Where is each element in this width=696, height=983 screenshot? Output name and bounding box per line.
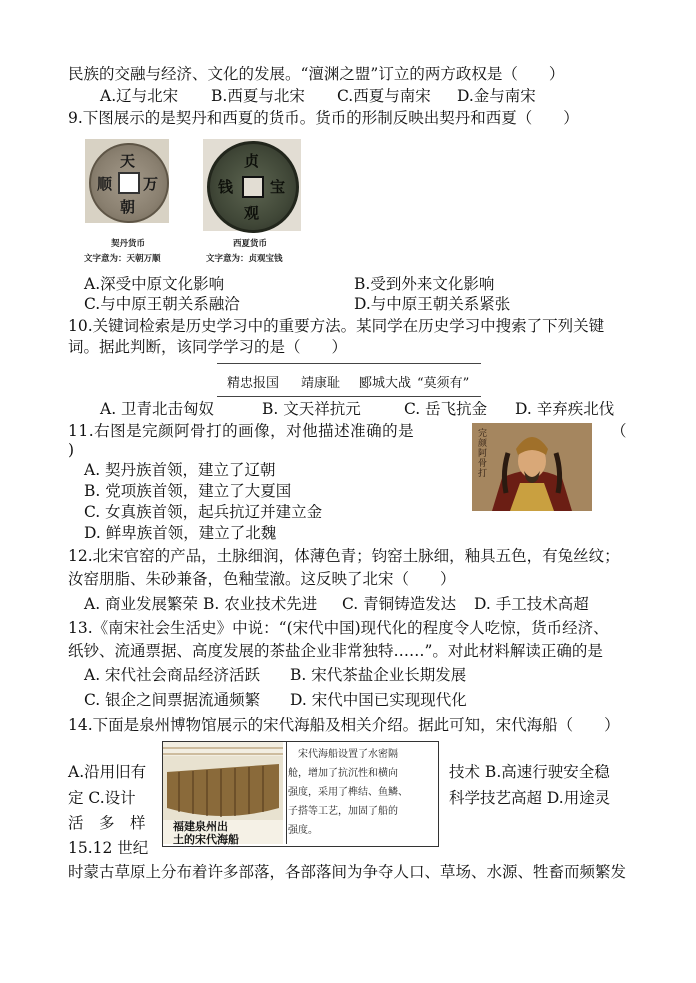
q12-option-d: D. 手工技术高超 (474, 595, 589, 613)
q9-option-b: B.受到外来文化影响 (354, 275, 495, 293)
wanyan-aguda-portrait (472, 423, 592, 511)
xixia-coin-caption: 西夏货币 (233, 239, 268, 249)
q11-paren-close: ) (68, 441, 75, 459)
xixia-coin-meaning: 文字意为：贞观宝钱 (206, 254, 283, 264)
ship-image-caption-line1: 福建泉州出 (173, 820, 228, 833)
q14-left-line1: A.沿用旧有 (68, 763, 147, 781)
khitan-coin-image (85, 139, 169, 223)
xixia-coin-char-right: 宝 (270, 178, 286, 196)
khitan-coin-char-left: 顺 (97, 175, 113, 193)
q11-option-c: C. 女真族首领，起兵抗辽并建立金 (84, 503, 323, 521)
khitan-coin-char-bottom: 朝 (120, 198, 136, 216)
xixia-coin-char-top: 贞 (244, 152, 260, 170)
q8-option-a: A.辽与北宋 (100, 87, 179, 105)
q8-stem-tail: 民族的交融与经济、文化的发展。“澶渊之盟”订立的两方政权是（ ） (68, 65, 565, 83)
q13-option-a: A. 宋代社会商品经济活跃 (84, 666, 261, 684)
q8-option-d: D.金与南宋 (457, 87, 536, 105)
q14-stem: 14.下面是泉州博物馆展示的宋代海船及相关介绍。据此可知，宋代海船（ ） (68, 716, 620, 734)
xixia-coin-char-left: 钱 (218, 178, 234, 196)
q9-option-d: D.与中原王朝关系紧张 (354, 295, 511, 313)
q10-stem-line2: 词。据此判断，该同学学习的是（ ） (68, 338, 348, 356)
q9-option-c: C.与中原王朝关系融洽 (84, 295, 240, 313)
ship-description (288, 745, 430, 840)
ship-image-caption-line2: 土的宋代海船 (173, 833, 239, 846)
xixia-coin (207, 141, 299, 233)
q14-left-line3: 活 多 样 (68, 814, 146, 832)
coin-hole-icon (118, 172, 140, 194)
portrait-illustration (472, 423, 592, 511)
q10-keyword-2: 靖康耻 (301, 376, 341, 391)
coin-hole-icon (242, 176, 264, 198)
q11-option-d: D. 鲜卑族首领，建立了北魏 (84, 524, 277, 542)
q10-keyword-1: 精忠报国 (227, 376, 280, 391)
q13-option-b: B. 宋代茶盐企业长期发展 (290, 666, 467, 684)
ship-desc-line: 强度。 (288, 825, 318, 836)
q10-option-c: C. 岳飞抗金 (404, 400, 488, 418)
q15-stem-start: 15.12 世纪 (68, 839, 149, 857)
q11-option-a: A. 契丹族首领，建立了辽朝 (84, 461, 276, 479)
khitan-coin-char-right: 万 (143, 175, 159, 193)
q11-paren-open: （ (611, 422, 627, 440)
q12-stem-line2: 汝窑朋脂、朱砂兼备，色釉莹澈。这反映了北宋（ ） (68, 570, 456, 588)
q10-keyword-3: 郾城大战 (359, 376, 412, 391)
q9-option-a: A.深受中原文化影响 (84, 275, 225, 293)
ship-desc-line: 子搭等工艺，加固了船的 (288, 806, 398, 817)
q12-option-c: C. 青铜铸造发达 (342, 595, 457, 613)
q11-stem-line1: 11.右图是完颜阿骨打的画像，对他描述准确的是 (68, 422, 415, 440)
q10-stem-line1: 10.关键词检索是历史学习中的重要方法。某同学在历史学习中搜索了下列关键 (68, 317, 605, 335)
ship-box-divider (286, 742, 287, 844)
q10-keyword-4: “莫须有” (417, 376, 470, 391)
khitan-coin-meaning: 文字意为：天朝万顺 (84, 254, 161, 264)
q14-right-line1: 技术 B.高速行驶安全稳 (449, 763, 610, 781)
q10-option-b: B. 文天祥抗元 (262, 400, 361, 418)
q8-option-c: C.西夏与南宋 (337, 87, 431, 105)
khitan-coin-caption: 契丹货币 (111, 239, 146, 249)
q9-stem: 9.下图展示的是契丹和西夏的货币。货币的形制反映出契丹和西夏（ ） (68, 109, 579, 127)
q13-option-c: C. 银企之间票据流通频繁 (84, 691, 261, 709)
khitan-coin-char-top: 天 (120, 152, 136, 170)
khitan-coin (89, 143, 169, 223)
q11-option-b: B. 党项族首领，建立了大夏国 (84, 482, 292, 500)
q12-stem-line1: 12.北宋官窑的产品，土脉细润，体薄色青；钧窑土脉细，釉具五色，有兔丝纹； (68, 547, 620, 565)
xixia-coin-char-bottom: 观 (244, 204, 260, 222)
portrait-label: 完颜阿骨打 (478, 429, 488, 479)
q15-stem-line2: 时蒙古草原上分布着许多部落，各部落间为争夺人口、草场、水源、牲畜而频繁发 (68, 863, 627, 881)
q13-stem-line1: 13.《南宋社会生活史》中说：“(宋代中国)现代化的程度令人吃惊，货币经济、 (68, 619, 609, 637)
ship-desc-line: 舱，增加了抗沉性和横向 (288, 768, 398, 779)
ship-desc-line: 宋代海船设置了水密隔 (288, 749, 398, 760)
q10-option-d: D. 辛弃疾北伐 (515, 400, 615, 418)
xixia-coin-image (203, 139, 301, 231)
q13-option-d: D. 宋代中国已实现现代化 (290, 691, 467, 709)
q14-left-line2: 定 C.设计 (68, 789, 136, 807)
q10-option-a: A. 卫青北击匈奴 (100, 400, 215, 418)
q12-option-ab: A. 商业发展繁荣 B. 农业技术先进 (84, 595, 318, 613)
q10-keyword-box (217, 363, 481, 397)
ship-desc-line: 强度，采用了榫结、鱼鳞、 (288, 787, 408, 798)
q8-option-b: B.西夏与北宋 (211, 87, 305, 105)
q13-stem-line2: 纸钞、流通票据、高度发展的茶盐企业非常独特……”。对此材料解读正确的是 (68, 642, 603, 660)
q14-right-line2: 科学技艺高超 D.用途灵 (449, 789, 611, 807)
